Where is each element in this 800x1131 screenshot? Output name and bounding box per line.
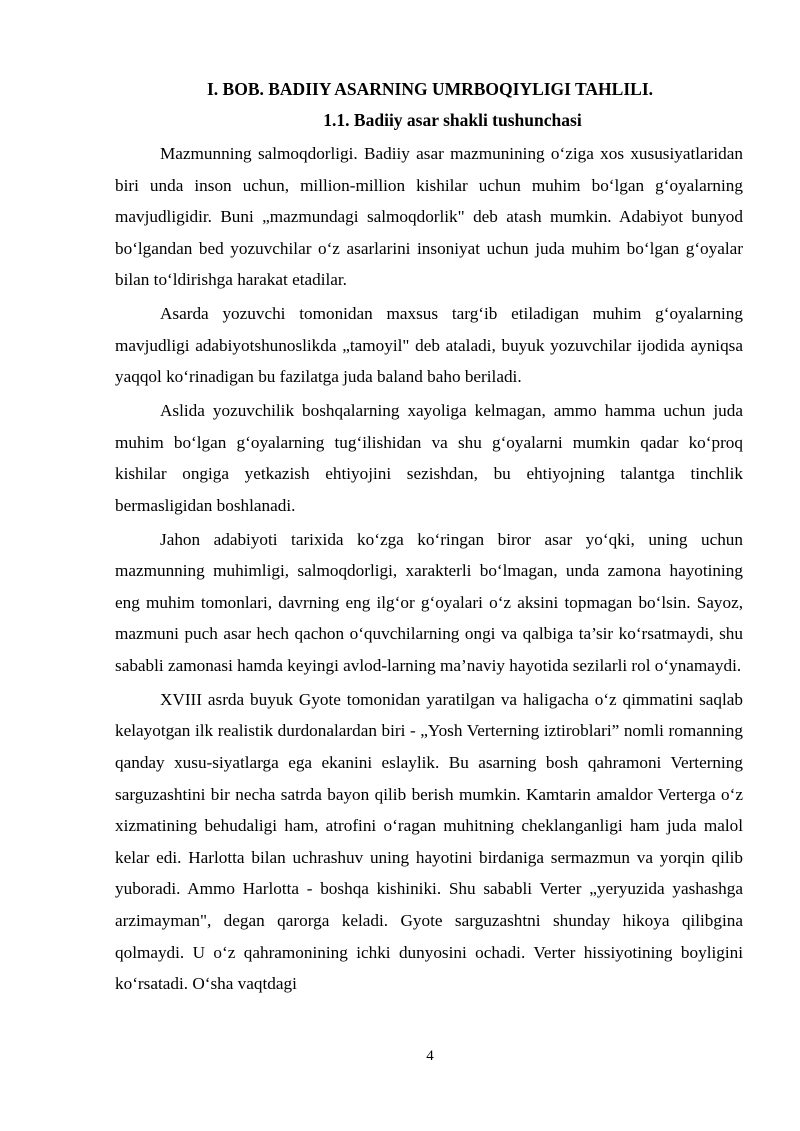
- paragraph: Aslida yozuvchilik boshqalarning xayoliga kelmagan, ammo hamma uchun juda muhim bo‘lgan g‘oyalarning tug‘ilishidan va shu g‘oyalarni mumkin qadar ko‘proq kishilar ongiga yetkazish ehtiyojini sezishdan, bu ehtiyojning talantga tinchlik bermasligidan boshlanadi.: [115, 401, 743, 515]
- body-text: [115, 138, 743, 1002]
- section-title: 1.1. Badiiy asar shakli tushunchasi: [323, 110, 582, 130]
- paragraph: Asarda yozuvchi tomonidan maxsus targ‘ib etiladigan muhim g‘oyalarning mavjudligi adabiyotshunoslikda „tamoyil" deb ataladi, buyuk yozuvchilar ijodida ayniqsa yaqqol ko‘rinadigan bu fazilatga juda baland baho beriladi.: [115, 304, 743, 387]
- chapter-title: I. BOB. BADIIY ASARNING UMRBOQIYLIGI TAHLILI.: [206, 79, 654, 99]
- paragraph: Mazmunning salmoqdorligi. Badiiy asar mazmunining o‘ziga xos xususiyatlaridan biri unda inson uchun, million-million kishilar uchun muhim bo‘lgan g‘oyalarning mavjudligidir. Buni „mazmundagi salmoqdorlik" deb atash mumkin. Adabiyot bunyod bo‘lgandan bed yozuvchilar o‘z asarlarini insoniyat uchun juda muhim bo‘lgan g‘oyalar bilan to‘ldirishga harakat etadilar.: [115, 144, 743, 290]
- page-number: 4: [426, 1048, 434, 1064]
- paragraph: XVIII asrda buyuk Gyote tomonidan yaratilgan va haligacha o‘z qimmatini saqlab kelayotgan ilk realistik durdonalardan biri - „Yosh Verterning iztiroblari” nomli romanning qanday xusu-siyatlarga ega ekanini eslaylik. Bu asarning bosh qahramoni Verterning sarguzashtini bir necha satrda bayon qilib berish mumkin. Kamtarin amaldor Verterga o‘z xizmatining behudaligi ham, atrofini o‘ragan muhitning cheklanganligi ham juda malol kelar edi. Harlotta bilan uchrashuv uning hayotini birdaniga sermazmun va yorqin qilib yuboradi. Ammo Harlotta - boshqa kishiniki. Shu sababli Verter „yeryuzida yashashga arzimayman", degan qarorga keladi. Gyote sarguzashtni shunday hikoya qilibgina qolmaydi. U o‘z qahramonining ichki dunyosini ochadi. Verter hissiyotining boyligini ko‘rsatadi. O‘sha vaqtdagi: [115, 689, 743, 994]
- paragraph: Jahon adabiyoti tarixida ko‘zga ko‘ringan biror asar yo‘qki, uning uchun mazmunning muhimligi, salmoqdorligi, xarakterli bo‘lmagan, unda zamona hayotining eng muhim tomonlari, davrning eng ilg‘or g‘oyalari o‘z aksini topmagan bo‘lsin. Sayoz, mazmuni puch asar hech qachon o‘quvchilarning ongi va qalbiga ta’sir ko‘rsatmaydi, shu sababli zamonasi hamda keyingi avlod-larning ma’naviy hayotida sezilarli rol o‘ynamaydi.: [115, 529, 743, 676]
